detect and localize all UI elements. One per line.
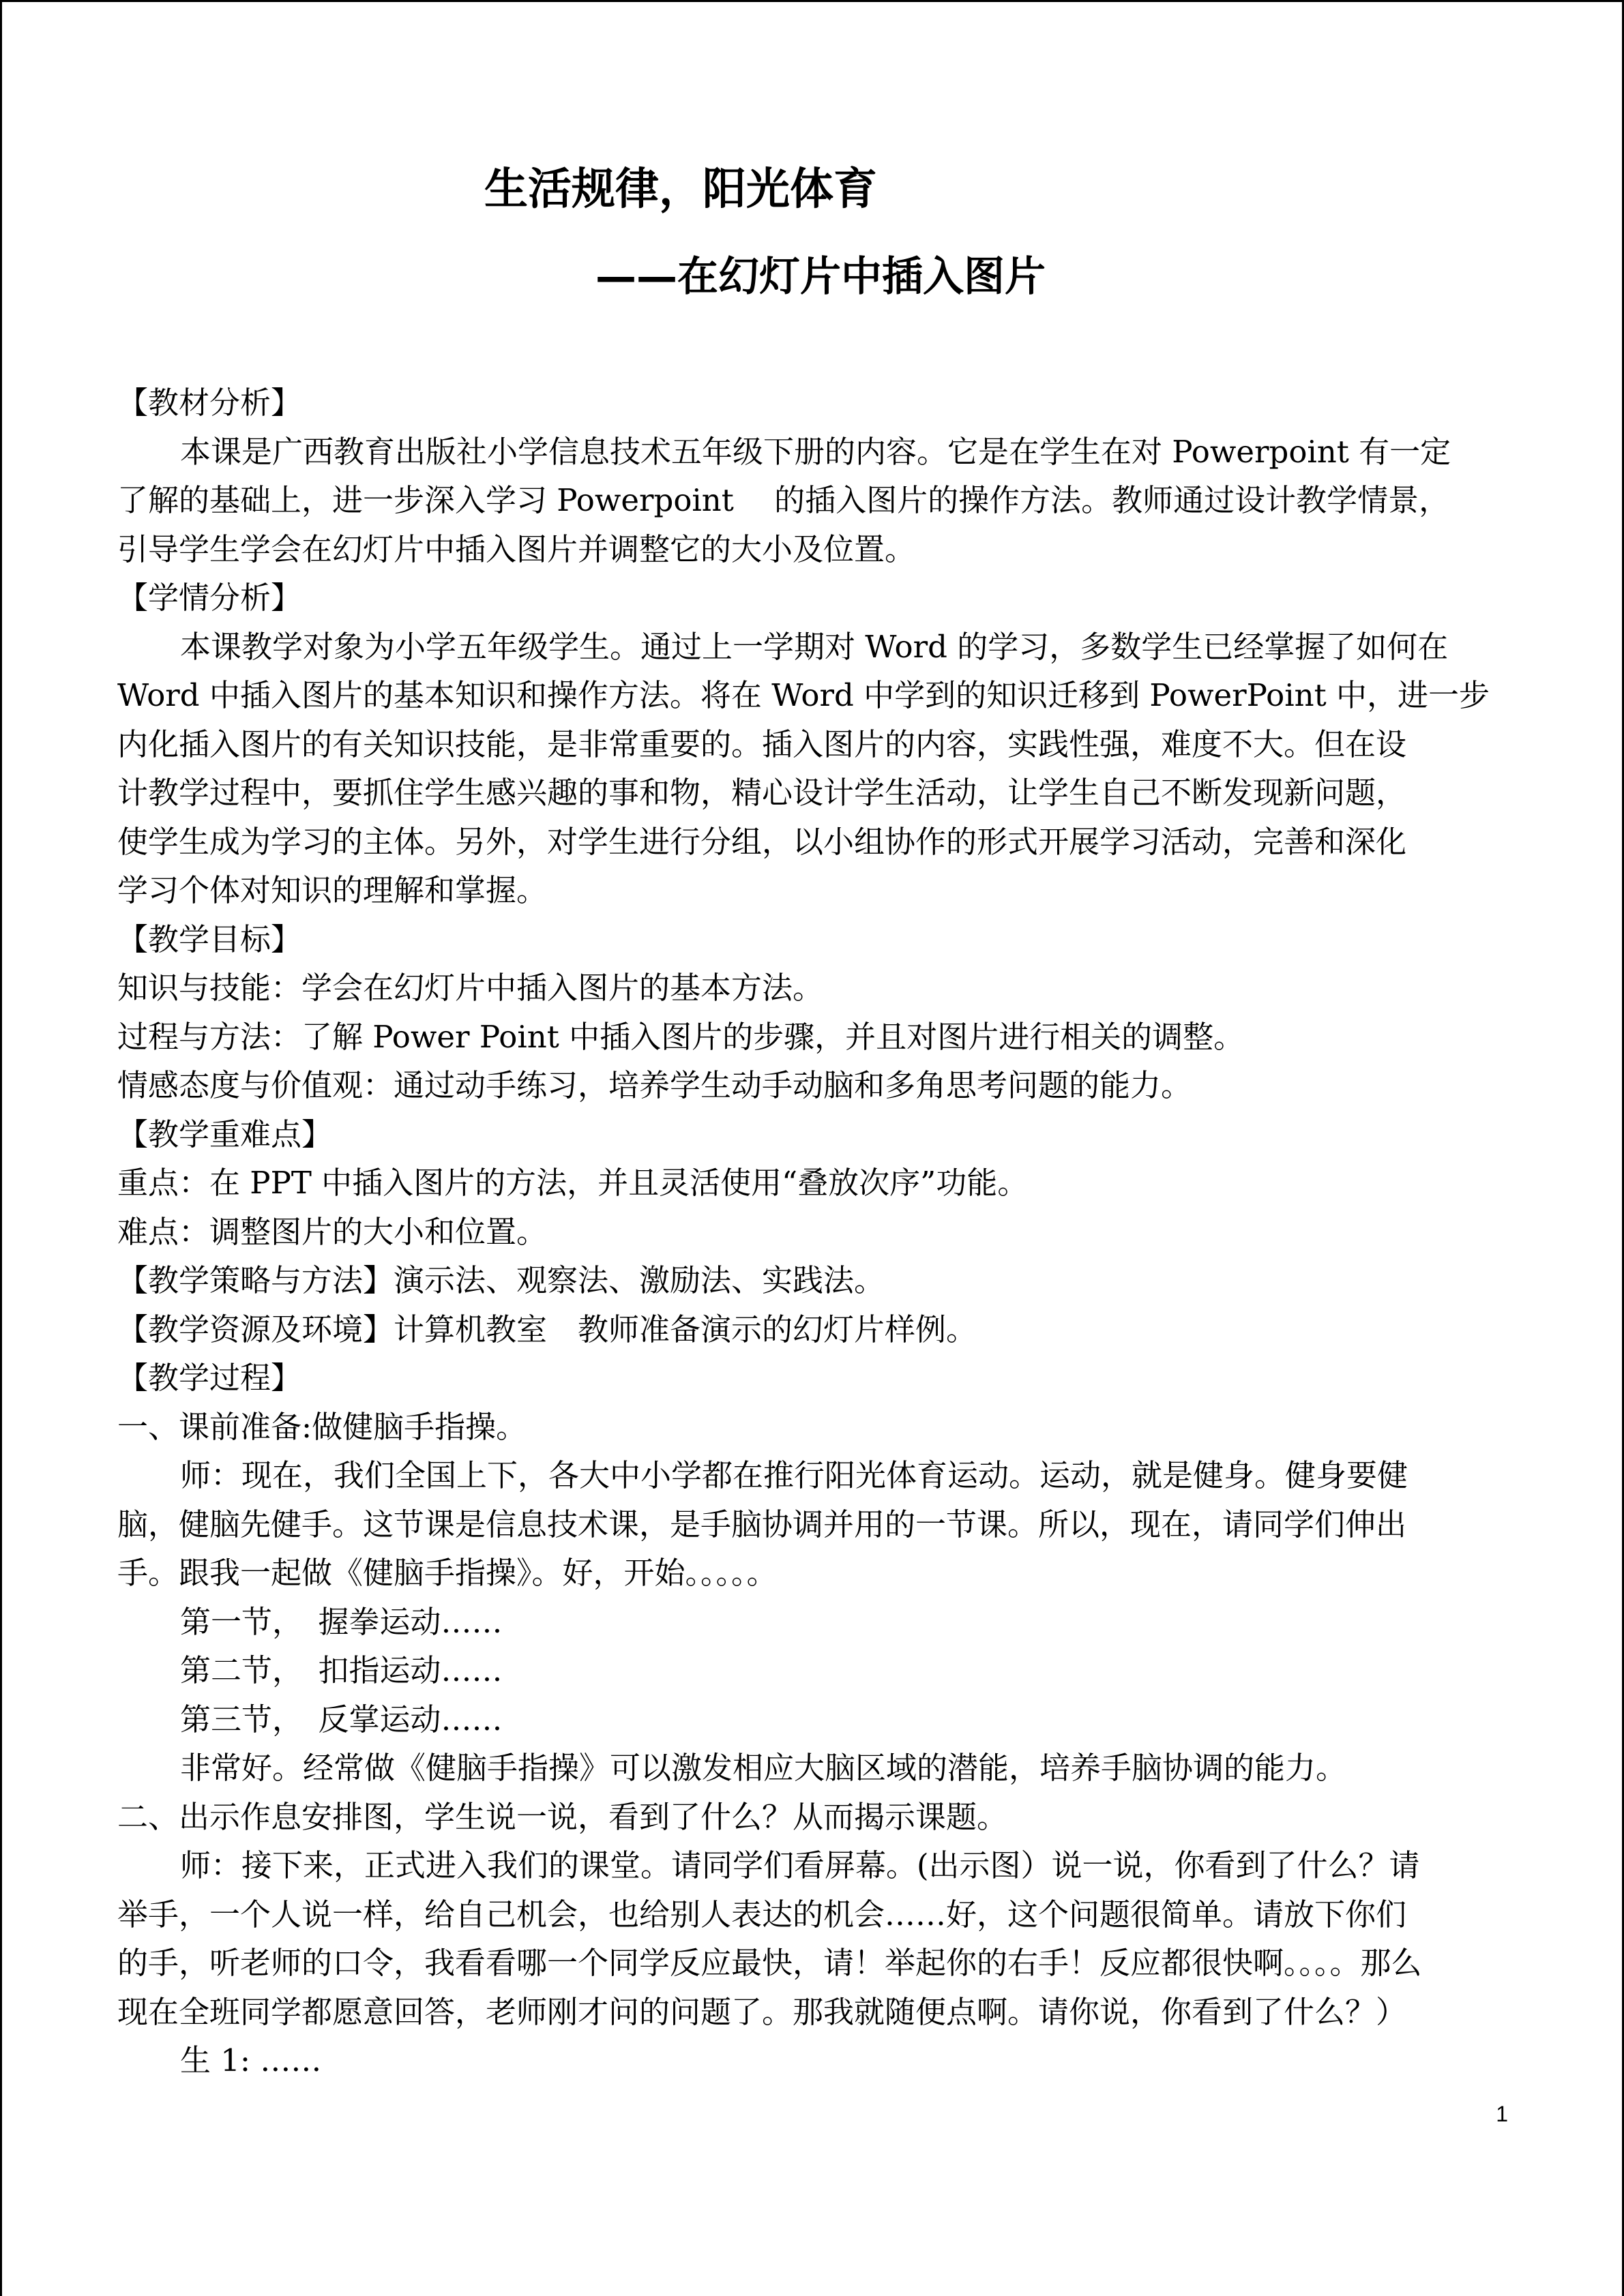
paragraph-line: 生 1: …… <box>180 2042 322 2078</box>
paragraph-line: 的手，听老师的口令，我看看哪一个同学反应最快，请！举起你的右手！反应都很快啊。。。。那么 <box>117 1945 1422 1981</box>
paragraph-line: 手。跟我一起做《健脑手指操》。好，开始。。。。。 <box>117 1555 778 1591</box>
paragraph-line: 第一节， 握拳运动…… <box>180 1603 503 1640</box>
paragraph-line: 重点：在 PPT 中插入图片的方法，并且灵活使用“叠放次序”功能。 <box>117 1165 1029 1201</box>
document-subtitle: ——在幻灯片中插入图片 <box>595 253 1046 301</box>
paragraph-line: 一、课前准备:做健脑手指操。 <box>117 1408 527 1445</box>
paragraph-line: 第三节， 反掌运动…… <box>180 1701 503 1738</box>
paragraph-line: 情感态度与价值观：通过动手练习，培养学生动手动脑和多角思考问题的能力。 <box>117 1067 1192 1103</box>
page-number: 1 <box>1496 2102 1508 2126</box>
paragraph-line: 知识与技能：学会在幻灯片中插入图片的基本方法。 <box>117 970 824 1006</box>
paragraph-line: Word 中插入图片的基本知识和操作方法。将在 Word 中学到的知识迁移到 PowerPoint 中，进一步 <box>117 677 1490 713</box>
paragraph-line: 本课是广西教育出版社小学信息技术五年级下册的内容。它是在学生在对 Powerpoint 有一定 <box>180 433 1451 470</box>
section-heading: 【教学目标】 <box>117 921 302 957</box>
document-title: 生活规律，阳光体育 <box>484 164 877 215</box>
section-heading: 【教学过程】 <box>117 1360 302 1396</box>
section-heading: 【学情分析】 <box>117 580 302 616</box>
paragraph-line: 二、出示作息安排图，学生说一说，看到了什么？从而揭示课题。 <box>117 1798 1008 1835</box>
paragraph-line: 过程与方法：了解 Power Point 中插入图片的步骤，并且对图片进行相关的调整。 <box>117 1018 1245 1055</box>
paragraph-line: 引导学生学会在幻灯片中插入图片并调整它的大小及位置。 <box>117 531 916 567</box>
paragraph-line: 了解的基础上，进一步深入学习 Powerpoint 的插入图片的操作方法。教师通过设计教学情景， <box>117 482 1450 518</box>
document-body <box>117 378 1509 2085</box>
paragraph-line: 计教学过程中，要抓住学生感兴趣的事和物，精心设计学生活动，让学生自己不断发现新问题， <box>117 775 1407 811</box>
page-top-border <box>0 0 1624 5</box>
paragraph-line: 难点：调整图片的大小和位置。 <box>117 1213 548 1250</box>
section-heading: 【教学资源及环境】计算机教室 教师准备演示的幻灯片样例。 <box>117 1311 977 1347</box>
section-heading: 【教材分析】 <box>117 385 302 421</box>
paragraph-line: 师：现在，我们全国上下，各大中小学都在推行阳光体育运动。运动，就是健身。健身要健 <box>180 1457 1408 1493</box>
section-heading: 【教学重难点】 <box>117 1116 333 1152</box>
paragraph-line: 师：接下来，正式进入我们的课堂。请同学们看屏幕。(出示图）说一说，你看到了什么？请 <box>180 1847 1420 1883</box>
paragraph-line: 使学生成为学习的主体。另外，对学生进行分组，以小组协作的形式开展学习活动，完善和深化 <box>117 823 1407 860</box>
paragraph-line: 脑，健脑先健手。这节课是信息技术课，是手脑协调并用的一节课。所以，现在，请同学们伸出 <box>117 1506 1407 1542</box>
paragraph-line: 非常好。经常做《健脑手指操》可以激发相应大脑区域的潜能，培养手脑协调的能力。 <box>180 1750 1347 1786</box>
paragraph-line: 学习个体对知识的理解和掌握。 <box>117 872 548 908</box>
paragraph-line: 举手，一个人说一样，给自己机会，也给别人表达的机会……好，这个问题很简单。请放下你们 <box>117 1896 1407 1933</box>
paragraph-line: 现在全班同学都愿意回答，老师刚才问的问题了。那我就随便点啊。请你说，你看到了什么？） <box>117 1993 1407 2030</box>
paragraph-line: 本课教学对象为小学五年级学生。通过上一学期对 Word 的学习，多数学生已经掌握了如何在 <box>180 628 1449 665</box>
page-left-border <box>0 0 2 2296</box>
paragraph-line: 第二节， 扣指运动…… <box>180 1652 503 1688</box>
section-heading: 【教学策略与方法】演示法、观察法、激励法、实践法。 <box>117 1262 885 1298</box>
paragraph-line: 内化插入图片的有关知识技能，是非常重要的。插入图片的内容，实践性强，难度不大。但在设 <box>117 726 1407 762</box>
